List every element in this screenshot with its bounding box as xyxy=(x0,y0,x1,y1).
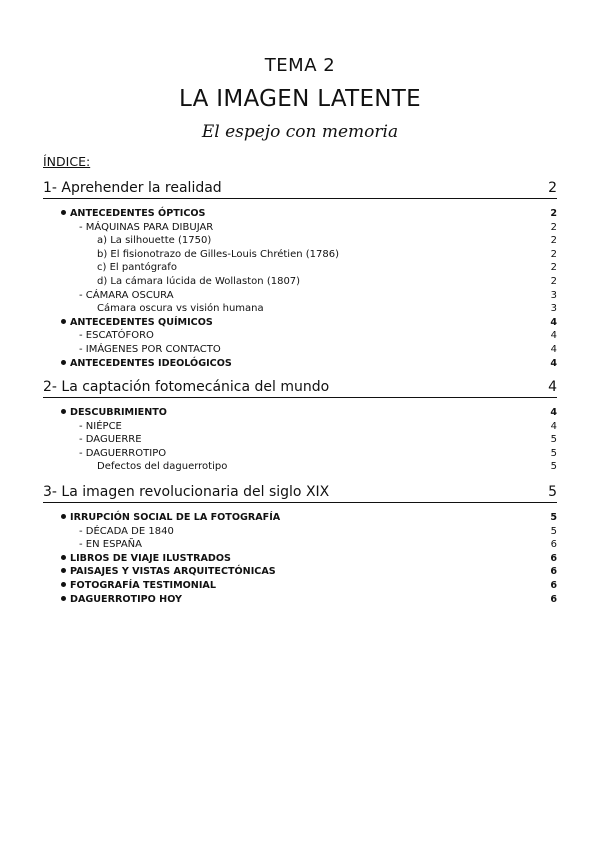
toc-entry-text: ANTECEDENTES QUÍMICOS xyxy=(70,316,213,328)
toc-entry-page-number: 2 xyxy=(550,208,557,219)
toc-entry-text: - DÉCADA DE 1840 xyxy=(79,525,174,537)
toc-entry[interactable] xyxy=(43,289,557,303)
toc-entry-page-number: 5 xyxy=(550,512,557,523)
toc-entry-text: Cámara oscura vs visión humana xyxy=(97,303,264,315)
toc-entry[interactable] xyxy=(43,221,557,235)
bullet-icon xyxy=(61,210,66,215)
toc-entry-text: ANTECEDENTES ÓPTICOS xyxy=(70,208,206,219)
toc-entry-page-number: 6 xyxy=(550,566,557,578)
toc-entry-text: d) La cámara lúcida de Wollaston (1807) xyxy=(97,275,301,287)
bullet-icon xyxy=(61,319,66,324)
toc-entry[interactable] xyxy=(43,248,557,262)
toc-entry[interactable] xyxy=(43,433,557,447)
toc-entry-text: IRRUPCIÓN SOCIAL DE LA FOTOGRAFÍA xyxy=(70,512,281,523)
toc-entry-text: Defectos del daguerrotipo xyxy=(97,461,228,473)
section-entries xyxy=(43,406,557,474)
toc-entry-page-number: 2 xyxy=(550,235,557,247)
toc-section-1 xyxy=(43,180,557,370)
toc-entry-page-number: 6 xyxy=(550,593,557,605)
toc-entry-page-number: 6 xyxy=(550,539,557,551)
toc-entry-page-number: 6 xyxy=(550,552,557,564)
toc-entry-page-number: 2 xyxy=(550,248,557,260)
toc-entry[interactable] xyxy=(43,234,557,248)
toc-entry-page-number: 5 xyxy=(550,525,557,537)
section-title: 1- Aprehender la realidad xyxy=(43,180,222,196)
toc-entry-text: - DAGUERROTIPO xyxy=(79,447,167,459)
toc-entry-text: - EN ESPAÑA xyxy=(79,539,142,551)
section-title: 3- La imagen revolucionaria del siglo XIX xyxy=(43,484,330,500)
toc-entry[interactable] xyxy=(43,302,557,316)
toc-entry[interactable] xyxy=(43,511,557,525)
toc-entry[interactable] xyxy=(43,460,557,474)
toc-entry[interactable] xyxy=(43,525,557,539)
toc-entry-page-number: 2 xyxy=(550,262,557,274)
toc-entry-text: a) La silhouette (1750) xyxy=(97,235,212,247)
toc-entry-text: - MÁQUINAS PARA DIBUJAR xyxy=(79,221,214,233)
toc-entry-page-number: 4 xyxy=(550,357,557,369)
section-entries xyxy=(43,511,557,606)
toc-entry[interactable] xyxy=(43,316,557,330)
toc-entry[interactable] xyxy=(43,275,557,289)
page-title: LA IMAGEN LATENTE xyxy=(179,86,421,112)
toc-entry-page-number: 3 xyxy=(550,289,557,301)
toc-entry-text: c) El pantógrafo xyxy=(97,262,177,274)
toc-entry-text: DAGUERROTIPO HOY xyxy=(70,593,182,605)
bullet-icon xyxy=(61,596,66,601)
toc-entry[interactable] xyxy=(43,406,557,420)
bullet-icon xyxy=(61,360,66,365)
toc-entry-text: FOTOGRAFÍA TESTIMONIAL xyxy=(70,579,216,591)
toc-entry[interactable] xyxy=(43,207,557,221)
toc-entry-page-number: 5 xyxy=(550,434,557,446)
toc-entry-page-number: 5 xyxy=(550,447,557,459)
toc-entry-text: - IMÁGENES POR CONTACTO xyxy=(79,343,221,355)
toc-entry-page-number: 4 xyxy=(550,343,557,355)
toc-entry-text: ANTECEDENTES IDEOLÓGICOS xyxy=(70,357,232,369)
toc-entry-page-number: 2 xyxy=(550,221,557,233)
bullet-icon xyxy=(61,568,66,573)
toc-entry[interactable] xyxy=(43,552,557,566)
section-title: 2- La captación fotomecánica del mundo xyxy=(43,379,330,395)
toc-entry[interactable] xyxy=(43,357,557,371)
toc-entry-page-number: 4 xyxy=(550,316,557,328)
toc-entry[interactable] xyxy=(43,420,557,434)
bullet-icon xyxy=(61,514,66,519)
page-subtitle: El espejo con memoria xyxy=(201,122,399,142)
toc-entry-text: LIBROS DE VIAJE ILUSTRADOS xyxy=(70,552,231,564)
section-heading[interactable] xyxy=(43,484,557,503)
toc-entry[interactable] xyxy=(43,579,557,593)
section-entries xyxy=(43,207,557,370)
section-page-number: 4 xyxy=(548,379,557,395)
toc-entry-text: - CÁMARA OSCURA xyxy=(79,289,174,301)
toc-entry[interactable] xyxy=(43,538,557,552)
section-heading[interactable] xyxy=(43,180,557,199)
toc-entry[interactable] xyxy=(43,593,557,607)
bullet-icon xyxy=(61,582,66,587)
toc-entry-text: - NIÉPCE xyxy=(79,420,122,432)
toc-entry[interactable] xyxy=(43,343,557,357)
toc-entry-text: - DAGUERRE xyxy=(79,434,142,446)
section-heading[interactable] xyxy=(43,379,557,398)
toc-entry[interactable] xyxy=(43,565,557,579)
toc-section-2 xyxy=(43,379,557,474)
toc-entry-page-number: 6 xyxy=(550,579,557,591)
toc-entry-text: DESCUBRIMIENTO xyxy=(70,407,167,418)
toc-entry-page-number: 2 xyxy=(550,275,557,287)
bullet-icon xyxy=(61,555,66,560)
toc-entry-text: PAISAJES Y VISTAS ARQUITECTÓNICAS xyxy=(70,566,276,578)
toc-section-3 xyxy=(43,484,557,606)
toc-entry-page-number: 5 xyxy=(550,461,557,473)
toc-entry-text: - ESCATÓFORO xyxy=(79,330,154,342)
index-heading: ÍNDICE: xyxy=(43,154,91,169)
toc-entry-page-number: 4 xyxy=(550,420,557,432)
toc-entry-text: b) El fisionotrazo de Gilles-Louis Chrétien (1786) xyxy=(97,248,340,260)
toc-entry[interactable] xyxy=(43,329,557,343)
topic-number: TEMA 2 xyxy=(264,55,336,76)
toc-entry-page-number: 3 xyxy=(550,303,557,315)
toc-entry[interactable] xyxy=(43,261,557,275)
toc-entry[interactable] xyxy=(43,447,557,461)
toc-entry-page-number: 4 xyxy=(550,407,557,418)
toc-entry-page-number: 4 xyxy=(550,330,557,342)
bullet-icon xyxy=(61,409,66,414)
section-page-number: 2 xyxy=(548,180,557,196)
section-page-number: 5 xyxy=(548,484,557,500)
